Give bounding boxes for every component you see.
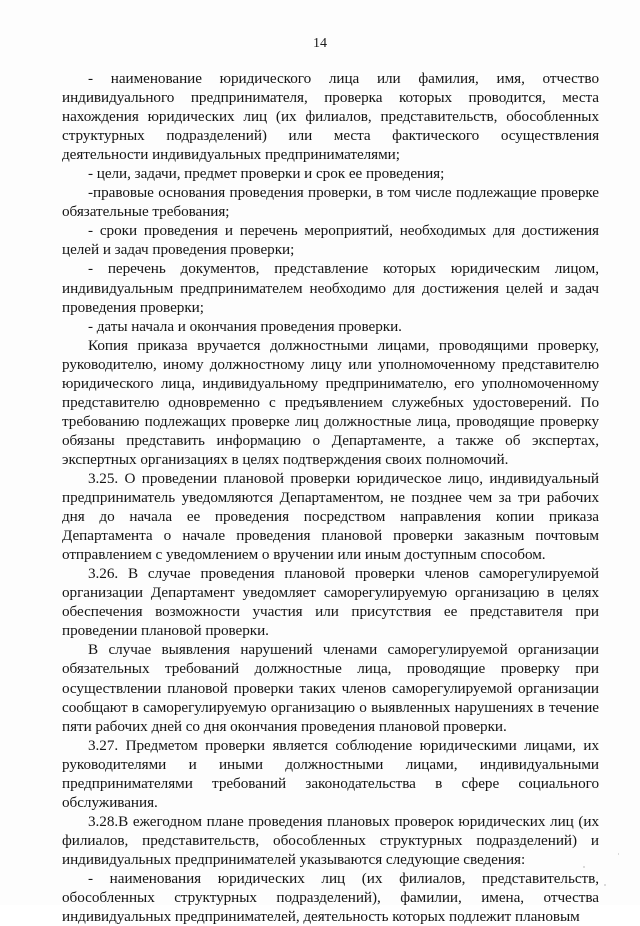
paragraph-3-27: 3.27. Предметом проверки является соблюдение юридическими лицами, их руководителями и иными должностными лицами, индивидуальными предпринимателями требований законодательства в сфере социального обслуживания. bbox=[62, 736, 599, 811]
paragraph-3-25: 3.25. О проведении плановой проверки юридическое лицо, индивидуальный предприниматель уведомляются Департаментом, не позднее чем за три рабочих дня до начала ее проведения посредством направления копии приказа Департамента о начале проведения плановой проверки заказным почтовым отправлением с уведомлением о вручении или иным доступным способом. bbox=[62, 469, 599, 564]
paragraph: В случае выявления нарушений членами саморегулируемой организации обязательных требований должностные лица, проводящие проверку при осуществлении плановой проверки таких членов саморегулируемой организации сообщают в саморегулируемую организацию о выявленных нарушениях в течение пяти рабочих дней со дня окончания проведения плановой проверки. bbox=[62, 641, 599, 735]
scan-speck bbox=[604, 884, 606, 886]
list-item: - даты начала и окончания проведения проверки. bbox=[88, 317, 402, 335]
scan-speck bbox=[618, 853, 619, 855]
paragraph-3-28: 3.28.В ежегодном плане проведения плановых проверок юридических лиц (их филиалов, представительств, обособленных структурных подразделений) и индивидуальных предпринимателей указываются следующие сведения: bbox=[62, 812, 599, 868]
list-item: -правовые основания проведения проверки, в том числе подлежащие проверке обязательные требования; bbox=[62, 184, 599, 221]
list-item: - сроки проведения и перечень мероприятий, необходимых для достижения целей и задач проведения проверки; bbox=[62, 222, 599, 259]
paragraph-3-26: 3.26. В случае проведения плановой проверки членов саморегулируемой организации Департамент уведомляет саморегулируемую организацию в целях обеспечения возможности участия или присутствия ее представителя при проведении плановой проверки. bbox=[62, 565, 599, 640]
paragraph: Копия приказа вручается должностными лицами, проводящими проверку, руководителю, иному должностному лицу или уполномоченному представителю юридического лица, индивидуальному предпринимателю, его уполномоченному представителю одновременно с предъявлением служебных удостоверений. По требованию подлежащих проверке лиц должностные лица, проводящие проверку обязаны представить информацию о Департаменте, а также об экспертах, экспертных организациях в целях подтверждения своих полномочий. bbox=[62, 336, 599, 468]
list-item: - наименование юридического лица или фамилия, имя, отчество индивидуального предпринимателя, проверка которых проводится, места нахождения юридических лиц (их филиалов, представительств, обособленных структурных подразделений) или места фактического осуществления деятельности индивидуальных предпринимателями; bbox=[62, 70, 599, 164]
scan-speck bbox=[583, 866, 585, 868]
page-number: 14 bbox=[313, 36, 327, 51]
list-item: - наименования юридических лиц (их филиалов, представительств, обособленных структурных подразделений), фамилии, имена, отчества индивидуальных предпринимателей, деятельность которых подлежит плановым bbox=[62, 869, 599, 926]
list-item: - цели, задачи, предмет проверки и срок ее проведения; bbox=[88, 165, 445, 183]
document-body bbox=[62, 69, 599, 926]
list-item: - перечень документов, представление которых юридическим лицом, индивидуальным предпринимателем необходимо для достижения целей и задач проведения проверки; bbox=[62, 260, 599, 316]
